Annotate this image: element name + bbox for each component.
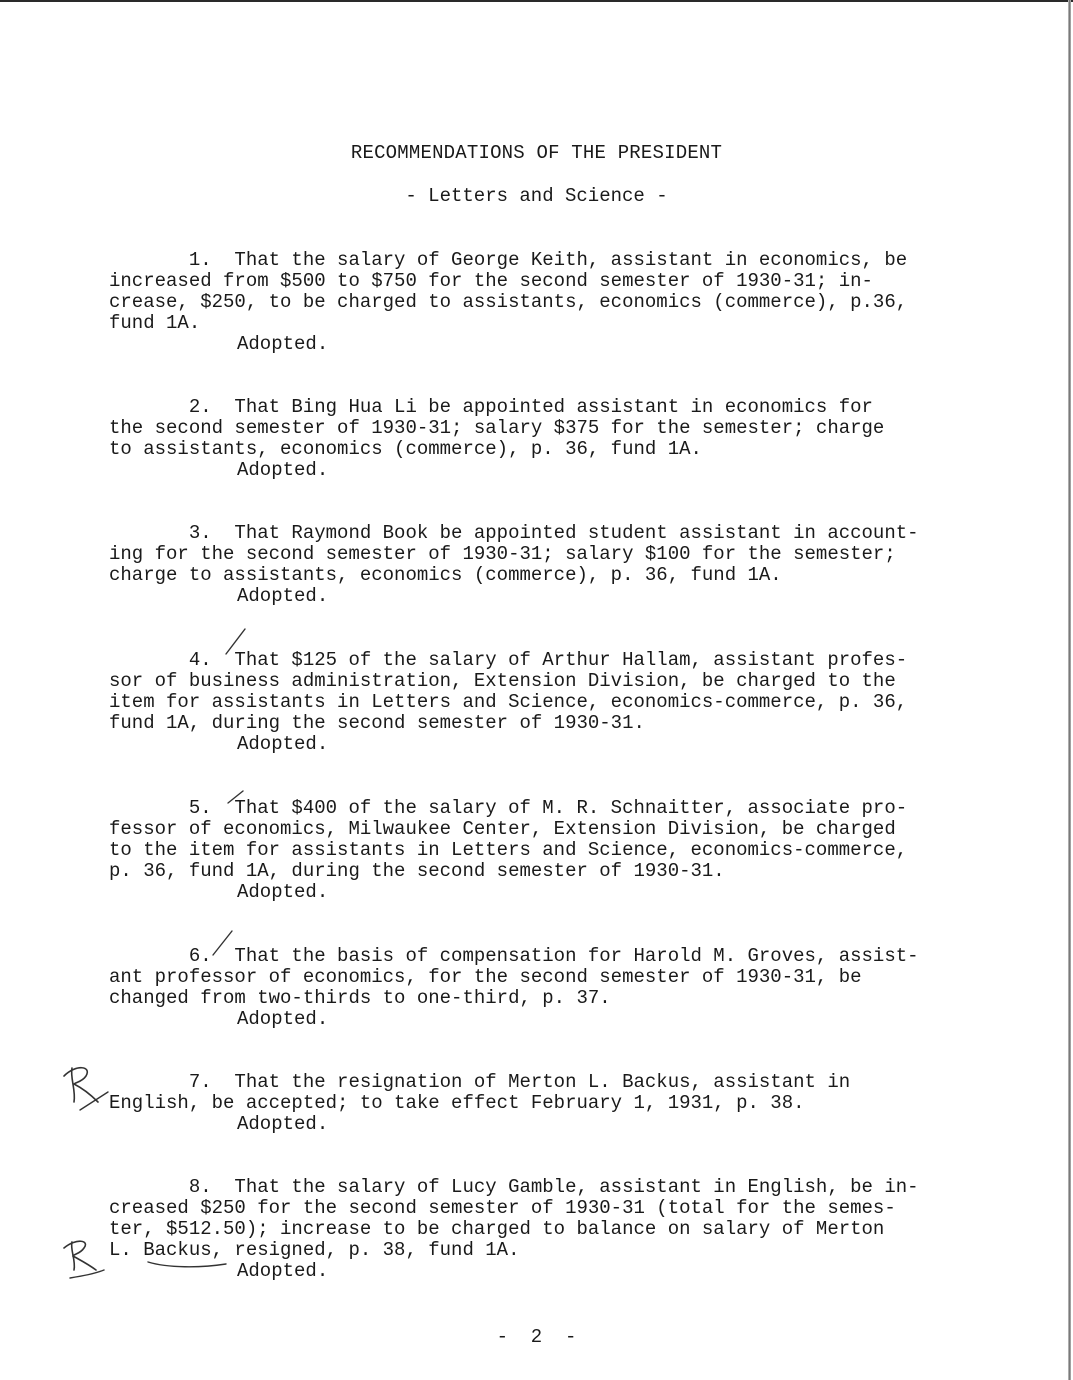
item-line: 7. That the resignation of Merton L. Backus, assistant in <box>109 1071 851 1093</box>
item-line: charge to assistants, economics (commerce), p. 36, fund 1A. <box>109 564 782 586</box>
handwritten-underline-icon <box>144 1256 230 1272</box>
page-number: - 2 - <box>496 1326 577 1348</box>
item-status: Adopted. <box>237 1113 329 1135</box>
item-line: sor of business administration, Extension Division, be charged to the <box>109 670 896 692</box>
item-line: changed from two-thirds to one-third, p. 37. <box>109 987 611 1009</box>
item-status: Adopted. <box>237 1008 329 1030</box>
item-line: item for assistants in Letters and Science, economics-commerce, p. 36, <box>109 691 908 713</box>
item-line: fund 1A. <box>109 312 201 334</box>
item-status: Adopted. <box>237 585 329 607</box>
recommendation-item-3 <box>109 523 1009 607</box>
page-right-edge <box>1068 0 1071 1380</box>
item-line: L. Backus, resigned, p. 38, fund 1A. <box>109 1239 520 1261</box>
item-line: 4. That $125 of the salary of Arthur Hallam, assistant profes- <box>109 649 908 671</box>
item-line: fund 1A, during the second semester of 1930-31. <box>109 712 645 734</box>
page-subtitle: - Letters and Science - <box>405 185 668 207</box>
recommendation-item-7 <box>109 1072 1009 1135</box>
item-line: increased from $500 to $750 for the second semester of 1930-31; in- <box>109 270 873 292</box>
recommendation-item-8 <box>109 1177 1009 1282</box>
item-line: ing for the second semester of 1930-31; salary $100 for the semester; <box>109 543 896 565</box>
recommendation-item-4 <box>109 650 1009 755</box>
item-line: 5. That $400 of the salary of M. R. Schnaitter, associate pro- <box>109 797 908 819</box>
item-status: Adopted. <box>237 333 329 355</box>
item-line: to assistants, economics (commerce), p. 36, fund 1A. <box>109 438 702 460</box>
recommendation-item-6 <box>109 946 1009 1030</box>
item-line: English, be accepted; to take effect February 1, 1931, p. 38. <box>109 1092 805 1114</box>
item-line: 8. That the salary of Lucy Gamble, assistant in English, be in- <box>109 1176 919 1198</box>
handwritten-initial-icon <box>58 1236 114 1282</box>
item-line: p. 36, fund 1A, during the second semester of 1930-31. <box>109 860 725 882</box>
item-line: creased $250 for the second semester of 1930-31 (total for the semes- <box>109 1197 896 1219</box>
item-line: 3. That Raymond Book be appointed student assistant in account- <box>109 522 919 544</box>
page-title: RECOMMENDATIONS OF THE PRESIDENT <box>350 142 723 164</box>
recommendation-item-1 <box>109 250 1009 355</box>
item-line: the second semester of 1930-31; salary $375 for the semester; charge <box>109 417 885 439</box>
item-line: 6. That the basis of compensation for Harold M. Groves, assist- <box>109 945 919 967</box>
item-line: to the item for assistants in Letters and Science, economics-commerce, <box>109 839 908 861</box>
page-top-edge <box>0 0 1073 2</box>
item-line: 2. That Bing Hua Li be appointed assistant in economics for <box>109 396 873 418</box>
item-line: 1. That the salary of George Keith, assistant in economics, be <box>109 249 908 271</box>
item-status: Adopted. <box>237 881 329 903</box>
item-line: crease, $250, to be charged to assistants, economics (commerce), p.36, <box>109 291 908 313</box>
item-status: Adopted. <box>237 459 329 481</box>
item-line: ter, $512.50); increase to be charged to balance on salary of Merton <box>109 1218 885 1240</box>
item-line: ant professor of economics, for the second semester of 1930-31, be <box>109 966 862 988</box>
handwritten-check-mark-icon <box>224 626 248 656</box>
item-status: Adopted. <box>237 1260 329 1282</box>
recommendation-item-2 <box>109 397 1009 481</box>
item-line: fessor of economics, Milwaukee Center, Extension Division, be charged <box>109 818 896 840</box>
recommendation-item-5 <box>109 798 1009 903</box>
handwritten-check-mark-icon <box>210 928 236 958</box>
handwritten-check-mark-icon <box>226 788 246 810</box>
item-status: Adopted. <box>237 733 329 755</box>
handwritten-initial-icon <box>58 1062 114 1114</box>
